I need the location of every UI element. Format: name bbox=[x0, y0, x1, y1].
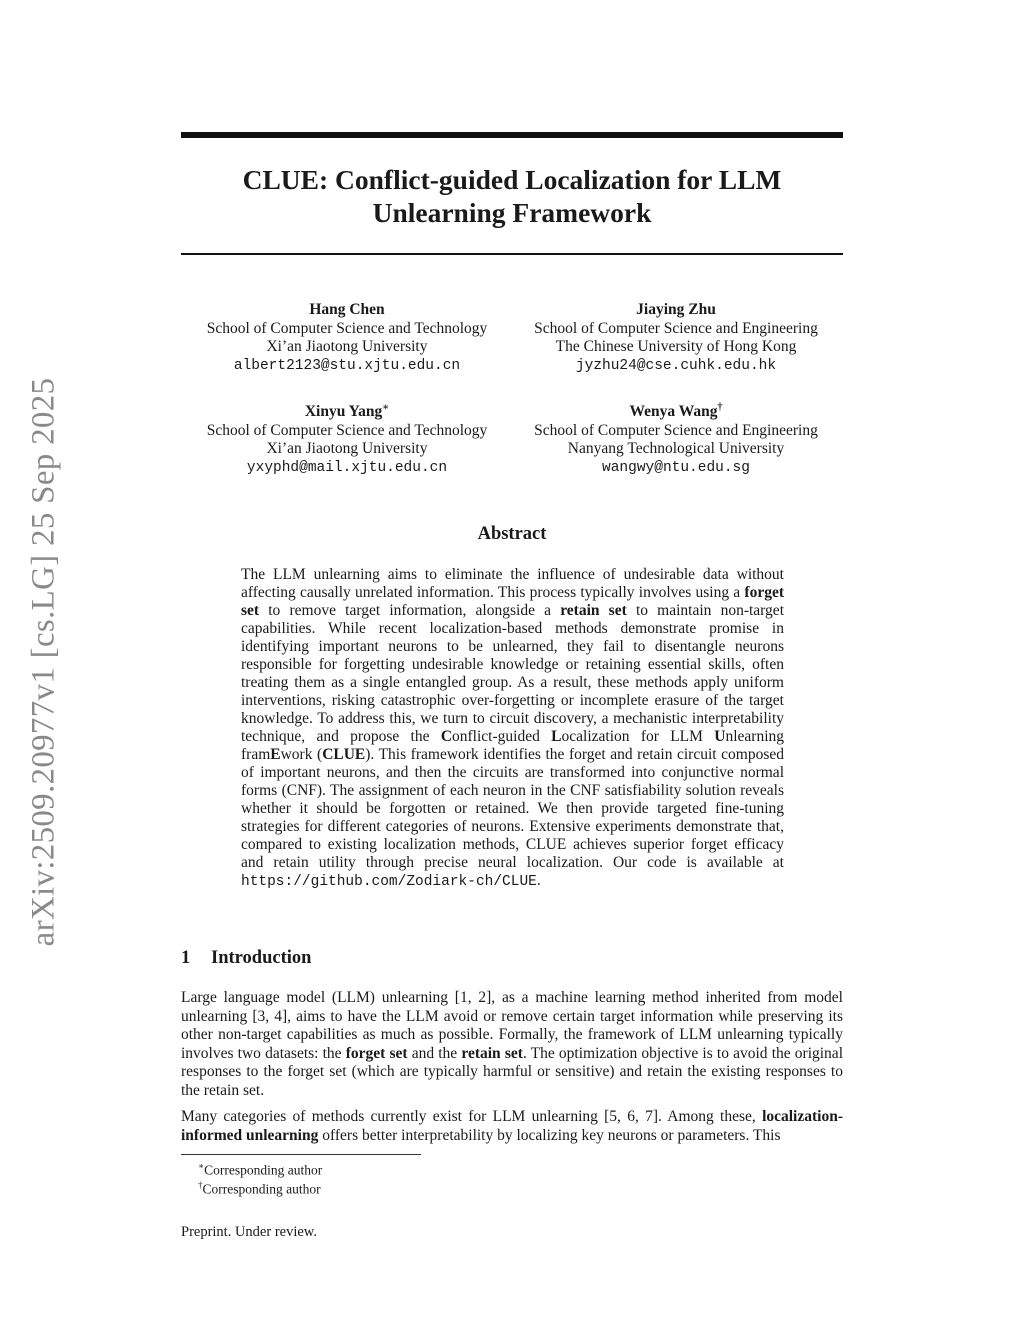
author-block-3 bbox=[177, 403, 517, 477]
corresponding-mark: † bbox=[717, 401, 723, 413]
footnote-2: †Corresponding author bbox=[198, 1180, 321, 1197]
author-email: wangwy@ntu.edu.sg bbox=[602, 459, 750, 476]
footnote-rule bbox=[181, 1154, 421, 1155]
corresponding-mark: ∗ bbox=[382, 401, 390, 413]
intro-paragraph-2: Many categories of methods currently exist for LLM unlearning [5, 6, 7]. Among these, localization-informed unlearning offers better interpretability by localizing key neurons or parameters. This bbox=[181, 1108, 843, 1144]
code-link[interactable]: https://github.com/Zodiark-ch/CLUE bbox=[241, 874, 537, 890]
title-top-rule bbox=[181, 132, 843, 138]
author-email: albert2123@stu.xjtu.edu.cn bbox=[233, 357, 461, 374]
section-title: Introduction bbox=[211, 948, 312, 968]
intro-paragraph-1: Large language model (LLM) unlearning [1, 2], as a machine learning method inherited from model unlearning [3, 4], aims to have the LLM avoid or remove certain target information while preserving its other non-target capabilities as much as possible. Formally, the framework of LLM unlearning typically involves two datasets: the forget set and the retain set. The optimization objective is to avoid the original responses to the forget set (which are typically harmful or sensitive) and retain the existing responses to the retain set. bbox=[181, 989, 843, 1099]
author-email: yxyphd@mail.xjtu.edu.cn bbox=[246, 459, 448, 476]
author-email: jyzhu24@cse.cuhk.edu.hk bbox=[575, 357, 777, 374]
author-university: The Chinese University of Hong Kong bbox=[555, 338, 797, 355]
author-department: School of Computer Science and Engineering bbox=[534, 319, 818, 337]
arxiv-identifier: arXiv:2509.20977v1 [cs.LG] 25 Sep 2025 bbox=[25, 377, 62, 947]
title-bottom-rule bbox=[181, 253, 843, 255]
author-department: School of Computer Science and Technology bbox=[206, 319, 488, 337]
author-block-4 bbox=[506, 403, 846, 477]
author-name: Xinyu Yang∗ bbox=[304, 401, 390, 420]
abstract-body: The LLM unlearning aims to eliminate the influence of undesirable data without affecting causally unrelated information. This process typically involves using a forget set to remove target information, alongside a retain set to maintain non-target capabilities. While recent localization-based methods demonstrate promise in identifying important neurons to be unlearned, they fail to disentangle neurons responsible for forgetting undesirable knowledge or retaining essential skills, often treating them as a single entangled group. As a result, these methods apply uniform interventions, risking catastrophic over-forgetting or incomplete erasure of the target knowledge. To address this, we turn to circuit discovery, a mechanistic interpretability technique, and propose the Conflict-guided Localization for LLM Unlearning framEwork (CLUE). This framework identifies the forget and retain circuit composed of important neurons, and then the circuits are transformed into conjunctive normal forms (CNF). The assignment of each neuron in the CNF satisfiability solution reveals whether it should be forgotten or retained. We then provide targeted fine-tuning strategies for different categories of neurons. Extensive experiments demonstrate that, compared to existing localization methods, CLUE achieves superior forget efficacy and retain utility through precise neural localization. Our code is available at https://github.com/Zodiark-ch/CLUE. bbox=[241, 566, 785, 890]
abstract-heading: Abstract bbox=[477, 524, 547, 544]
title-line-1: CLUE: Conflict-guided Localization for LLM bbox=[242, 164, 782, 195]
author-department: School of Computer Science and Technology bbox=[206, 421, 488, 439]
author-name: Hang Chen bbox=[309, 301, 385, 318]
author-university: Xi’an Jiaotong University bbox=[266, 440, 428, 457]
paper-title bbox=[181, 163, 843, 229]
author-university: Nanyang Technological University bbox=[567, 440, 785, 457]
section-number: 1 bbox=[181, 948, 191, 968]
author-university: Xi’an Jiaotong University bbox=[266, 338, 428, 355]
author-name: Jiaying Zhu bbox=[636, 301, 716, 318]
title-line-2: Unlearning Framework bbox=[372, 197, 652, 228]
author-block-2 bbox=[506, 301, 846, 375]
author-block-1 bbox=[177, 301, 517, 375]
author-name: Wenya Wang† bbox=[629, 401, 723, 420]
footnote-1: ∗Corresponding author bbox=[198, 1161, 323, 1178]
author-department: School of Computer Science and Engineering bbox=[534, 421, 818, 439]
preprint-note: Preprint. Under review. bbox=[181, 1224, 317, 1240]
section-heading bbox=[181, 948, 311, 969]
